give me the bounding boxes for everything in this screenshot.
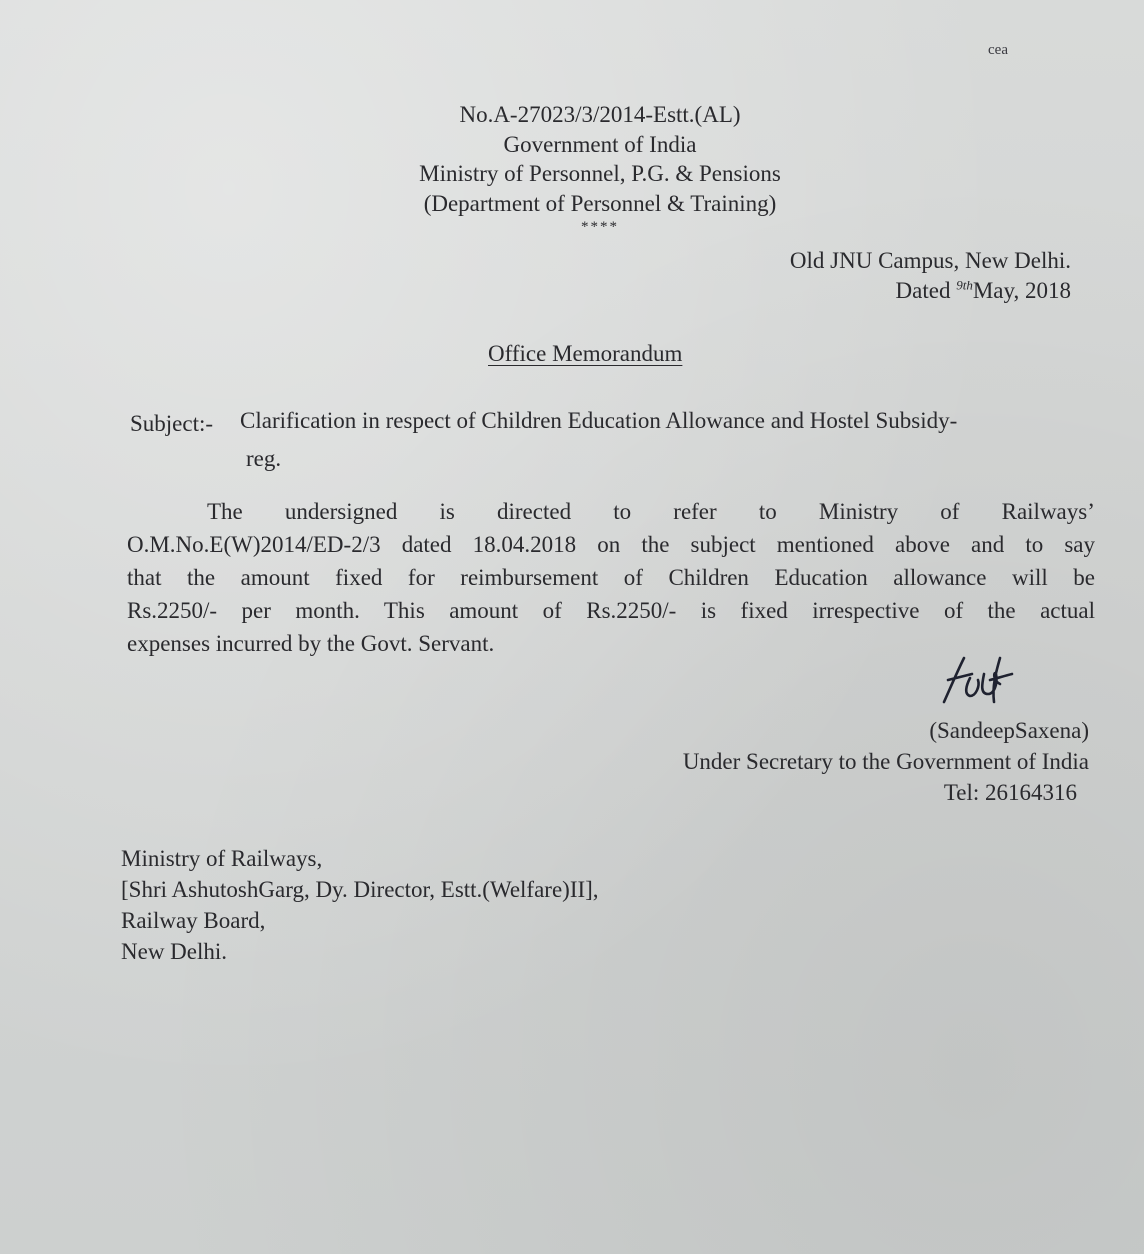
body-paragraph	[127, 495, 1095, 660]
body-line-1-word: refer	[673, 499, 717, 524]
body-line-4-text: Rs.2250/- per month. This amount of Rs.2250/- is fixed irrespective of the actual	[127, 598, 1095, 623]
body-line-1-word: Ministry	[818, 499, 899, 524]
date-prefix: Dated	[895, 278, 957, 303]
body-line-2-text: O.M.No.E(W)2014/ED-2/3 dated 18.04.2018 on the subject mentioned above and to say	[127, 532, 1095, 557]
body-line-1-word: Railways’	[1001, 499, 1095, 524]
date-month-year: May, 2018	[972, 278, 1071, 303]
body-line-5-text: expenses incurred by the Govt. Servant.	[127, 631, 495, 656]
location: Old JNU Campus, New Delhi.	[789, 248, 1071, 273]
body-line-1-word: is	[439, 499, 455, 524]
place-and-date	[790, 246, 1071, 306]
file-number: No.A-27023/3/2014-Estt.(AL)	[459, 102, 741, 127]
date-line	[790, 276, 1071, 306]
addressee-line-3: Railway Board,	[121, 908, 266, 933]
body-line-3	[127, 561, 1095, 594]
body-line-1-word: undersigned	[284, 499, 398, 524]
signatory-name: (SandeepSaxena)	[929, 718, 1089, 743]
body-line-3-text: that the amount fixed for reimbursement of Children Education allowance will be	[127, 565, 1095, 590]
body-line-1-word: to	[758, 499, 777, 524]
addressee-line-2: [Shri AshutoshGarg, Dy. Director, Estt.(Welfare)II],	[121, 877, 599, 902]
letterhead	[300, 100, 900, 236]
body-line-1-word: of	[940, 499, 960, 524]
subject-text-continuation: reg.	[246, 446, 282, 471]
header-separator: ****	[581, 219, 619, 235]
corner-handwritten-mark: cea	[988, 42, 1008, 58]
body-line-1	[127, 495, 1095, 528]
signature-icon	[934, 650, 1024, 710]
addressee-line-1: Ministry of Railways,	[121, 846, 323, 871]
addressee-block	[121, 843, 599, 967]
body-line-1-word: to	[613, 499, 632, 524]
department-name: (Department of Personnel & Training)	[423, 190, 777, 216]
document-title: Office Memorandum	[488, 341, 683, 366]
subject-label: Subject:-	[130, 411, 214, 436]
addressee-line-4: New Delhi.	[121, 939, 228, 964]
government-name: Government of India	[503, 131, 697, 157]
subject-text: Clarification in respect of Children Education Allowance and Hostel Subsidy-	[240, 408, 958, 433]
signatory-telephone: Tel: 26164316	[943, 780, 1077, 805]
body-line-4	[127, 594, 1095, 627]
ministry-name: Ministry of Personnel, P.G. & Pensions	[419, 161, 781, 186]
body-line-1-word: The	[207, 499, 243, 524]
body-line-2	[127, 528, 1095, 561]
signatory-designation: Under Secretary to the Government of India	[682, 749, 1089, 774]
body-line-1-word: directed	[497, 499, 572, 524]
signatory-block	[683, 715, 1089, 808]
date-day: 9th	[956, 277, 973, 293]
